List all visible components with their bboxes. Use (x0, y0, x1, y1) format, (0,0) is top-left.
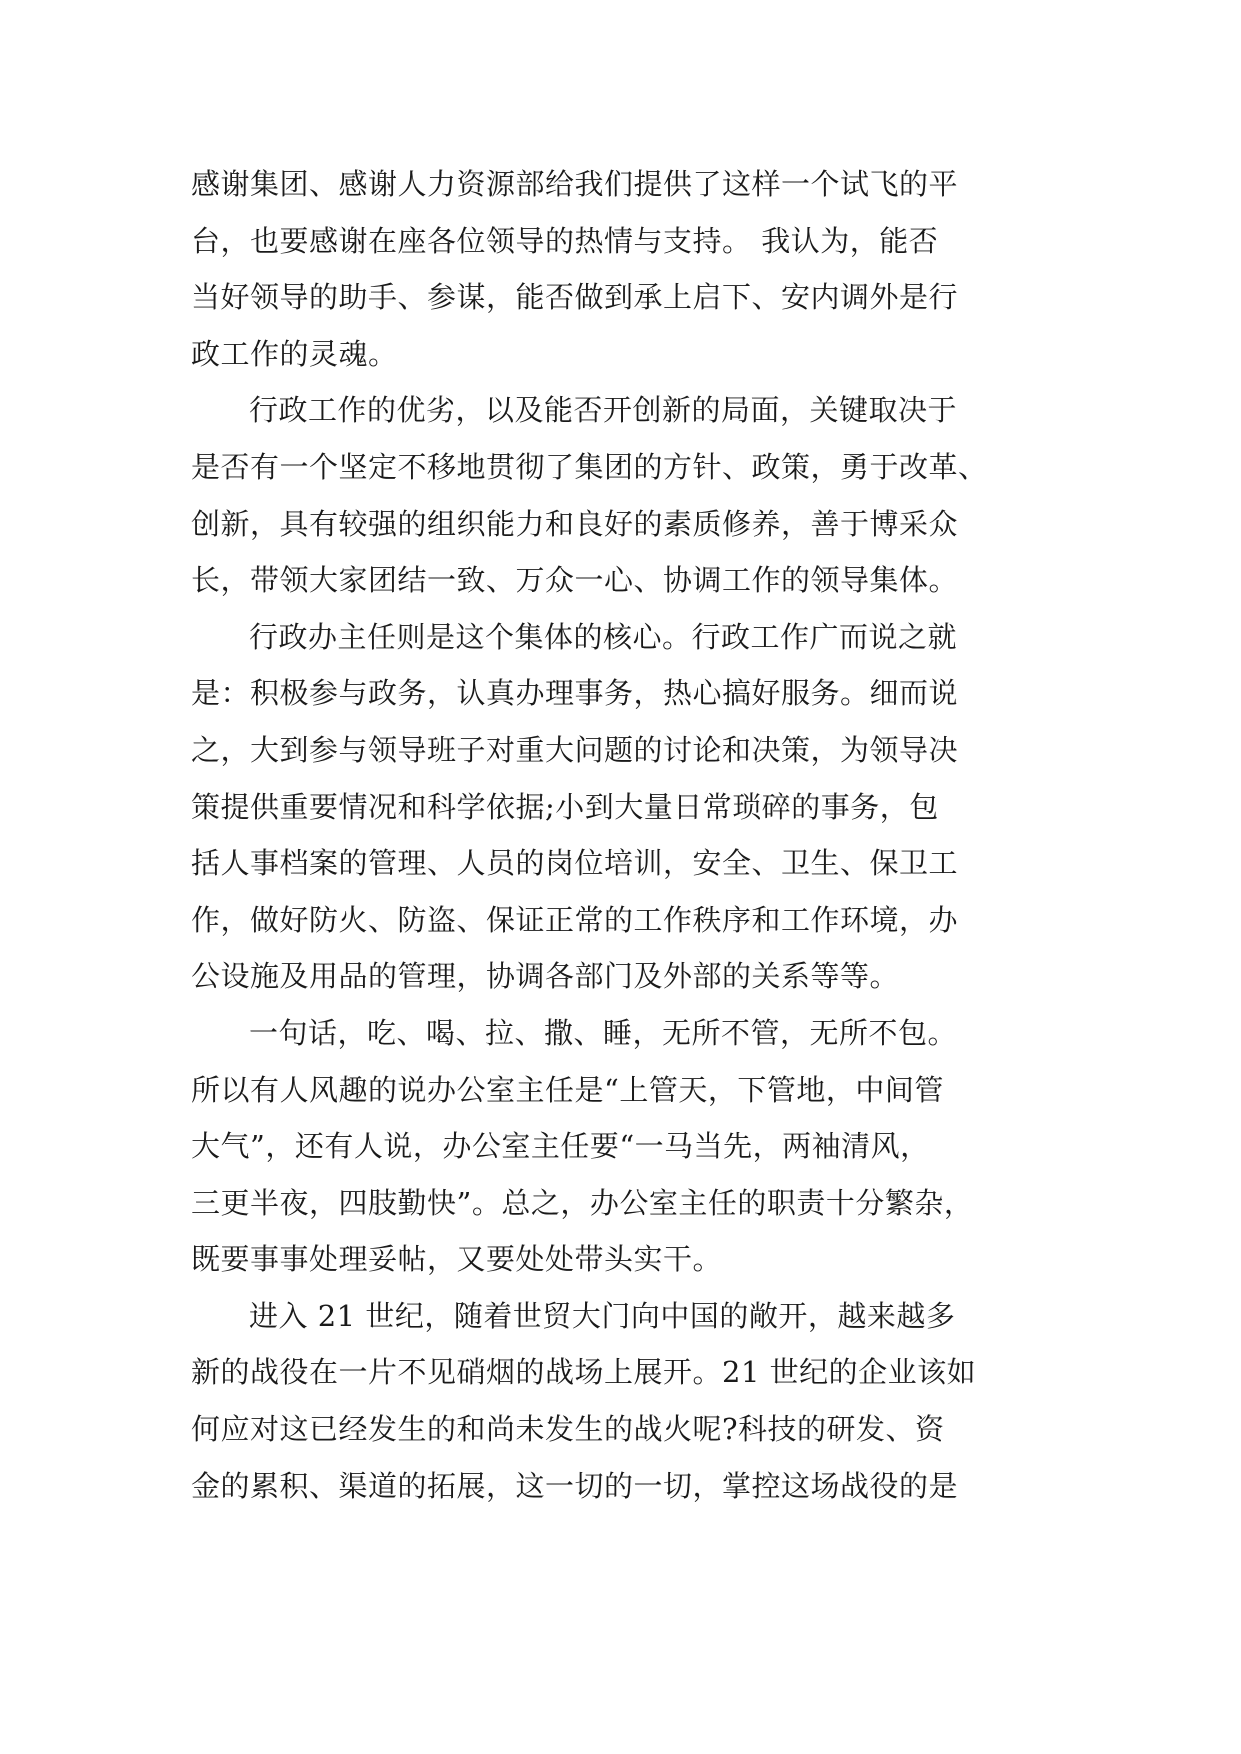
paragraph-line: 政工作的灵魂。 (191, 336, 398, 371)
paragraph-line: 长，带领大家团结一致、万众一心、协调工作的领导集体。 (191, 563, 959, 598)
paragraph-line: 新的战役在一片不见硝烟的战场上展开。21 世纪的企业该如 (191, 1355, 977, 1390)
paragraph-line: 既要事事处理妥帖，又要处处带头实干。 (191, 1242, 723, 1277)
paragraph-line: 之，大到参与领导班子对重大问题的讨论和决策，为领导决 (191, 732, 959, 767)
paragraph-line: 感谢集团、感谢人力资源部给我们提供了这样一个试飞的平 (191, 167, 959, 201)
paragraph-line: 策提供重要情况和科学依据;小到大量日常琐碎的事务，包 (191, 789, 939, 824)
paragraph-first-line: 进入 21 世纪，随着世贸大门向中国的敞开，越来越多 (249, 1298, 956, 1333)
paragraph-line: 台，也要感谢在座各位领导的热情与支持。 我认为，能否 (191, 223, 939, 258)
paragraph-line: 创新，具有较强的组织能力和良好的素质修养，善于博采众 (191, 506, 959, 541)
paragraph-line: 是：积极参与政务，认真办理事务，热心搞好服务。细而说 (191, 676, 959, 711)
paragraph-line: 公设施及用品的管理，协调各部门及外部的关系等等。 (191, 959, 900, 994)
paragraph-first-line: 行政工作的优劣，以及能否开创新的局面，关键取决于 (249, 393, 958, 428)
paragraph-line: 当好领导的助手、参谋，能否做到承上启下、安内调外是行 (191, 280, 959, 315)
paragraph-line: 三更半夜，四肢勤快”。总之，办公室主任的职责十分繁杂， (191, 1185, 974, 1220)
paragraph-first-line: 行政办主任则是这个集体的核心。行政工作广而说之就 (249, 619, 958, 654)
paragraph-first-line: 一句话，吃、喝、拉、撒、睡，无所不管，无所不包。 (249, 1015, 958, 1050)
paragraph-line: 大气”，还有人说，办公室主任要“一马当先，两袖清风， (191, 1129, 930, 1164)
paragraph-line: 是否有一个坚定不移地贯彻了集团的方针、政策，勇于改革、 (191, 449, 988, 484)
document-body (191, 156, 1071, 1514)
paragraph-line: 所以有人风趣的说办公室主任是“上管天，下管地，中间管 (191, 1072, 944, 1107)
paragraph-line: 金的累积、渠道的拓展，这一切的一切，掌控这场战役的是 (191, 1468, 959, 1503)
paragraph-line: 作，做好防火、防盗、保证正常的工作秩序和工作环境，办 (191, 902, 959, 937)
paragraph-line: 何应对这已经发生的和尚未发生的战火呢?科技的研发、资 (191, 1412, 945, 1447)
paragraph-line: 括人事档案的管理、人员的岗位培训，安全、卫生、保卫工 (191, 846, 959, 881)
